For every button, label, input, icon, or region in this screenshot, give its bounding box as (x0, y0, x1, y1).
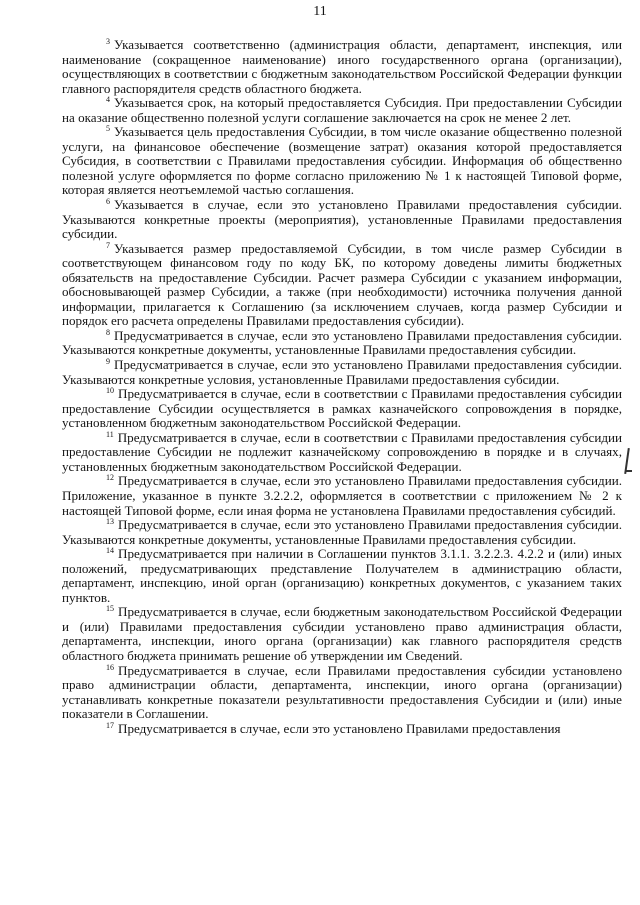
footnotes-block (62, 38, 622, 736)
footnote-marker: 13 (106, 517, 114, 527)
footnote-7 (62, 242, 622, 329)
footnote-16 (62, 664, 622, 722)
page-number: 11 (313, 4, 327, 19)
footnote-text: Предусматривается в случае, если Правилами предоставления субсидии установлено право администрации области, департамента, инспекции, иного органа (организации) устанавливать конкретные показатели результативности предоставления Субсидии и (или) иные показатели в Соглашении. (62, 662, 622, 722)
footnote-text: Предусматривается в случае, если бюджетным законодательством Российской Федерации и (или) Правилами предоставления субсидии установлено право администрация области, департамента, инспекции, иного органа (организации) как главного распорядителя средств областного бюджета принимать решение об утверждении им Сведений. (62, 604, 622, 663)
footnote-text: Предусматривается в случае, если это установлено Правилами предоставления субсидии. Указываются конкретные документы, установленные Правилами предоставления субсидии. (62, 517, 622, 547)
footnote-marker: 7 (106, 240, 110, 250)
footnote-9 (62, 358, 622, 387)
footnote-text: Указывается размер предоставляемой Субсидии, в том числе размер Субсидии в соответствующем финансовом году по коду БК, по которому доведены лимиты бюджетных обязательств на предоставление Субсидии. Расчет размера Субсидии с указанием информации, обосновывающей размер Субсидии, а также (при необходимости) источника получения данной информации, прилагается к Соглашению (за исключением случаев, когда размер Субсидии и порядок его расчета определены Правилами предоставления субсидии). (62, 240, 622, 329)
footnote-marker: 14 (106, 546, 114, 556)
footnote-13 (62, 518, 622, 547)
footnote-marker: 6 (106, 197, 110, 207)
footnote-text: Предусматривается в случае, если это установлено Правилами предоставления субсидии. Приложение, указанное в пункте 3.2.2.2, оформляется в соответствии с приложением № 2 к настоящей Типовой форме, если иная форма не установлена Правилами предоставления субсидий. (62, 473, 622, 518)
footnote-6 (62, 198, 622, 242)
footnote-text: Предусматривается в случае, если в соответствии с Правилами предоставления субсидии предоставление Субсидии не подлежит казначейскому сопровождению в порядке и в случаях, установленных бюджетным законодательством Российской Федерации. (62, 429, 622, 474)
footnote-marker: 15 (106, 604, 114, 614)
footnote-8 (62, 329, 622, 358)
footnote-text: Указывается в случае, если это установлено Правилами предоставления субсидии. Указываются конкретные проекты (мероприятия), установленные Правилами предоставления субсидии. (62, 197, 622, 242)
footnote-14 (62, 547, 622, 605)
footnote-4 (62, 96, 622, 125)
footnote-text: Указывается соответственно (администрация области, департамент, инспекция, или наименование (сокращенное наименование) иного государственного органа (организации), осуществляющих в соответствии с бюджетным законодательством Российской Федерации функции главного распорядителя средств областного бюджета. (62, 37, 622, 96)
footnote-text: Указывается срок, на который предоставляется Субсидия. При предоставлении Субсидии на оказание общественно полезной услуги соглашение заключается на срок не менее 2 лет. (62, 95, 622, 125)
footnote-marker: 9 (106, 357, 110, 367)
footnote-marker: 10 (106, 386, 114, 396)
footnote-marker: 12 (106, 473, 114, 483)
footnote-10 (62, 387, 622, 431)
footnote-marker: 4 (106, 95, 110, 105)
footnote-text: Предусматривается в случае, если в соответствии с Правилами предоставления субсидии предоставление Субсидии осуществляется в рамках казначейского сопровождения в порядке, установленном бюджетным законодательством Российской Федерации. (62, 386, 622, 431)
footnote-marker: 17 (106, 720, 114, 730)
footnote-text: Указывается цель предоставления Субсидии, в том числе оказание общественно полезной услуги, на финансовое обеспечение (возмещение затрат) оказания которой предоставляется Субсидия, в соответствии с Правилами предоставления субсидии. Информация об общественно полезной услуге оформляется по форме согласно приложению № 1 к настоящей Типовой форме, которая является неотъемлемой частью соглашения. (62, 124, 622, 198)
footnote-5 (62, 125, 622, 198)
footnote-marker: 5 (106, 124, 110, 134)
footnote-15 (62, 605, 622, 663)
footnote-text: Предусматривается в случае, если это установлено Правилами предоставления (118, 720, 561, 736)
footnote-3 (62, 38, 622, 96)
footnote-marker: 16 (106, 662, 114, 672)
footnote-marker: 8 (106, 327, 110, 337)
footnote-12 (62, 474, 622, 518)
footnote-text: Предусматривается при наличии в Соглашении пунктов 3.1.1. 3.2.2.3. 4.2.2 и (или) иных положений, предусматривающих представление Получателем в администрацию области, департамент, инспекцию, иной орган (организацию) конкретных документов, с указанием таких пунктов. (62, 546, 622, 605)
footnote-11 (62, 431, 622, 475)
footnote-17 (62, 722, 622, 737)
footnote-marker: 11 (106, 429, 114, 439)
footnote-marker: 3 (106, 37, 110, 46)
footnote-text: Предусматривается в случае, если это установлено Правилами предоставления субсидии. Указываются конкретные условия, установленные Правилами предоставления субсидии. (62, 357, 622, 387)
footnote-text: Предусматривается в случае, если это установлено Правилами предоставления субсидии. Указываются конкретные документы, установленные Правилами предоставления субсидии. (62, 327, 622, 358)
margin-pen-mark-tail (626, 470, 632, 472)
